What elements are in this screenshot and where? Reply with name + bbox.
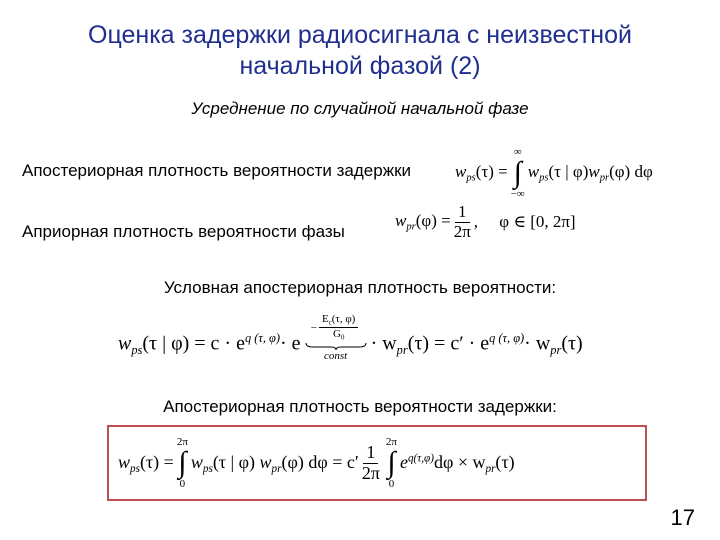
underbrace <box>305 342 367 350</box>
f4-lhs: $w_{ps}(\tau)$ = <box>118 451 174 475</box>
f3-lhs: $w_{ps}(\tau$ | $\varphi) = c \cdot e^{q (\tau, \varphi)}\cdot e$ <box>118 331 301 357</box>
integral-sign-2: 2π ∫ 0 <box>385 436 397 490</box>
f2-fraction: $\frac{1}{2\pi}$ <box>453 202 471 241</box>
f4-fraction: $\frac{1}{2\pi}$ <box>361 441 380 483</box>
f1-lhs: $w_{ps}(\tau)$ = <box>455 162 508 184</box>
conditional-label: Условная апостериорная плотность вероятности: <box>163 278 557 297</box>
f3-rhs: · $w_{pr}(\tau) = c' \cdot e^{q (\tau, \varphi)}\cdot w_{pr}(\tau)$ <box>370 331 583 357</box>
f4-w1: $w_{ps}(\tau$ | φ) <box>190 451 256 475</box>
page-number: 17 <box>670 505 695 530</box>
f1-w2: $w_{pr}(\varphi)$ dφ <box>588 162 653 184</box>
title-line-1: Оценка задержки радиосигнала с неизвестной <box>88 21 632 49</box>
f4-tail: $e^{q(\tau,\varphi)}d\varphi \times w_{pr}(\tau)$ <box>399 451 515 475</box>
subtitle: Усреднение по случайной начальной фазе <box>191 99 529 118</box>
formula-prior-density <box>395 203 576 241</box>
formula-final <box>118 430 515 496</box>
prior-label: Априорная плотность вероятности фазы <box>22 222 345 241</box>
integral-sign: ∞ ∫ −∞ <box>510 146 525 200</box>
integral-sign-1: 2π ∫ 0 <box>176 436 188 490</box>
title-line-2: начальной фазой (2) <box>239 52 481 80</box>
f2-tail: , φ ∈ [0, 2π] <box>473 212 576 232</box>
formula-posterior-density <box>455 146 653 200</box>
formula-conditional <box>118 313 583 372</box>
posterior-label-2: Апостериорная плотность вероятности задержки: <box>163 397 557 416</box>
f3-exponent-brace: − $\frac{E_c(\tau, \varphi)}{G_0}$ const <box>305 313 367 362</box>
f4-w2: $w_{pr}(\varphi) d\varphi = c'$ <box>259 451 359 475</box>
f2-lhs: $w_{pr}(\varphi)$ = <box>395 211 451 234</box>
posterior-label: Апостериорная плотность вероятности задержки <box>22 161 411 180</box>
slide-title <box>0 20 720 82</box>
f1-w1: $w_{ps}(\tau$ | φ) <box>527 162 589 184</box>
